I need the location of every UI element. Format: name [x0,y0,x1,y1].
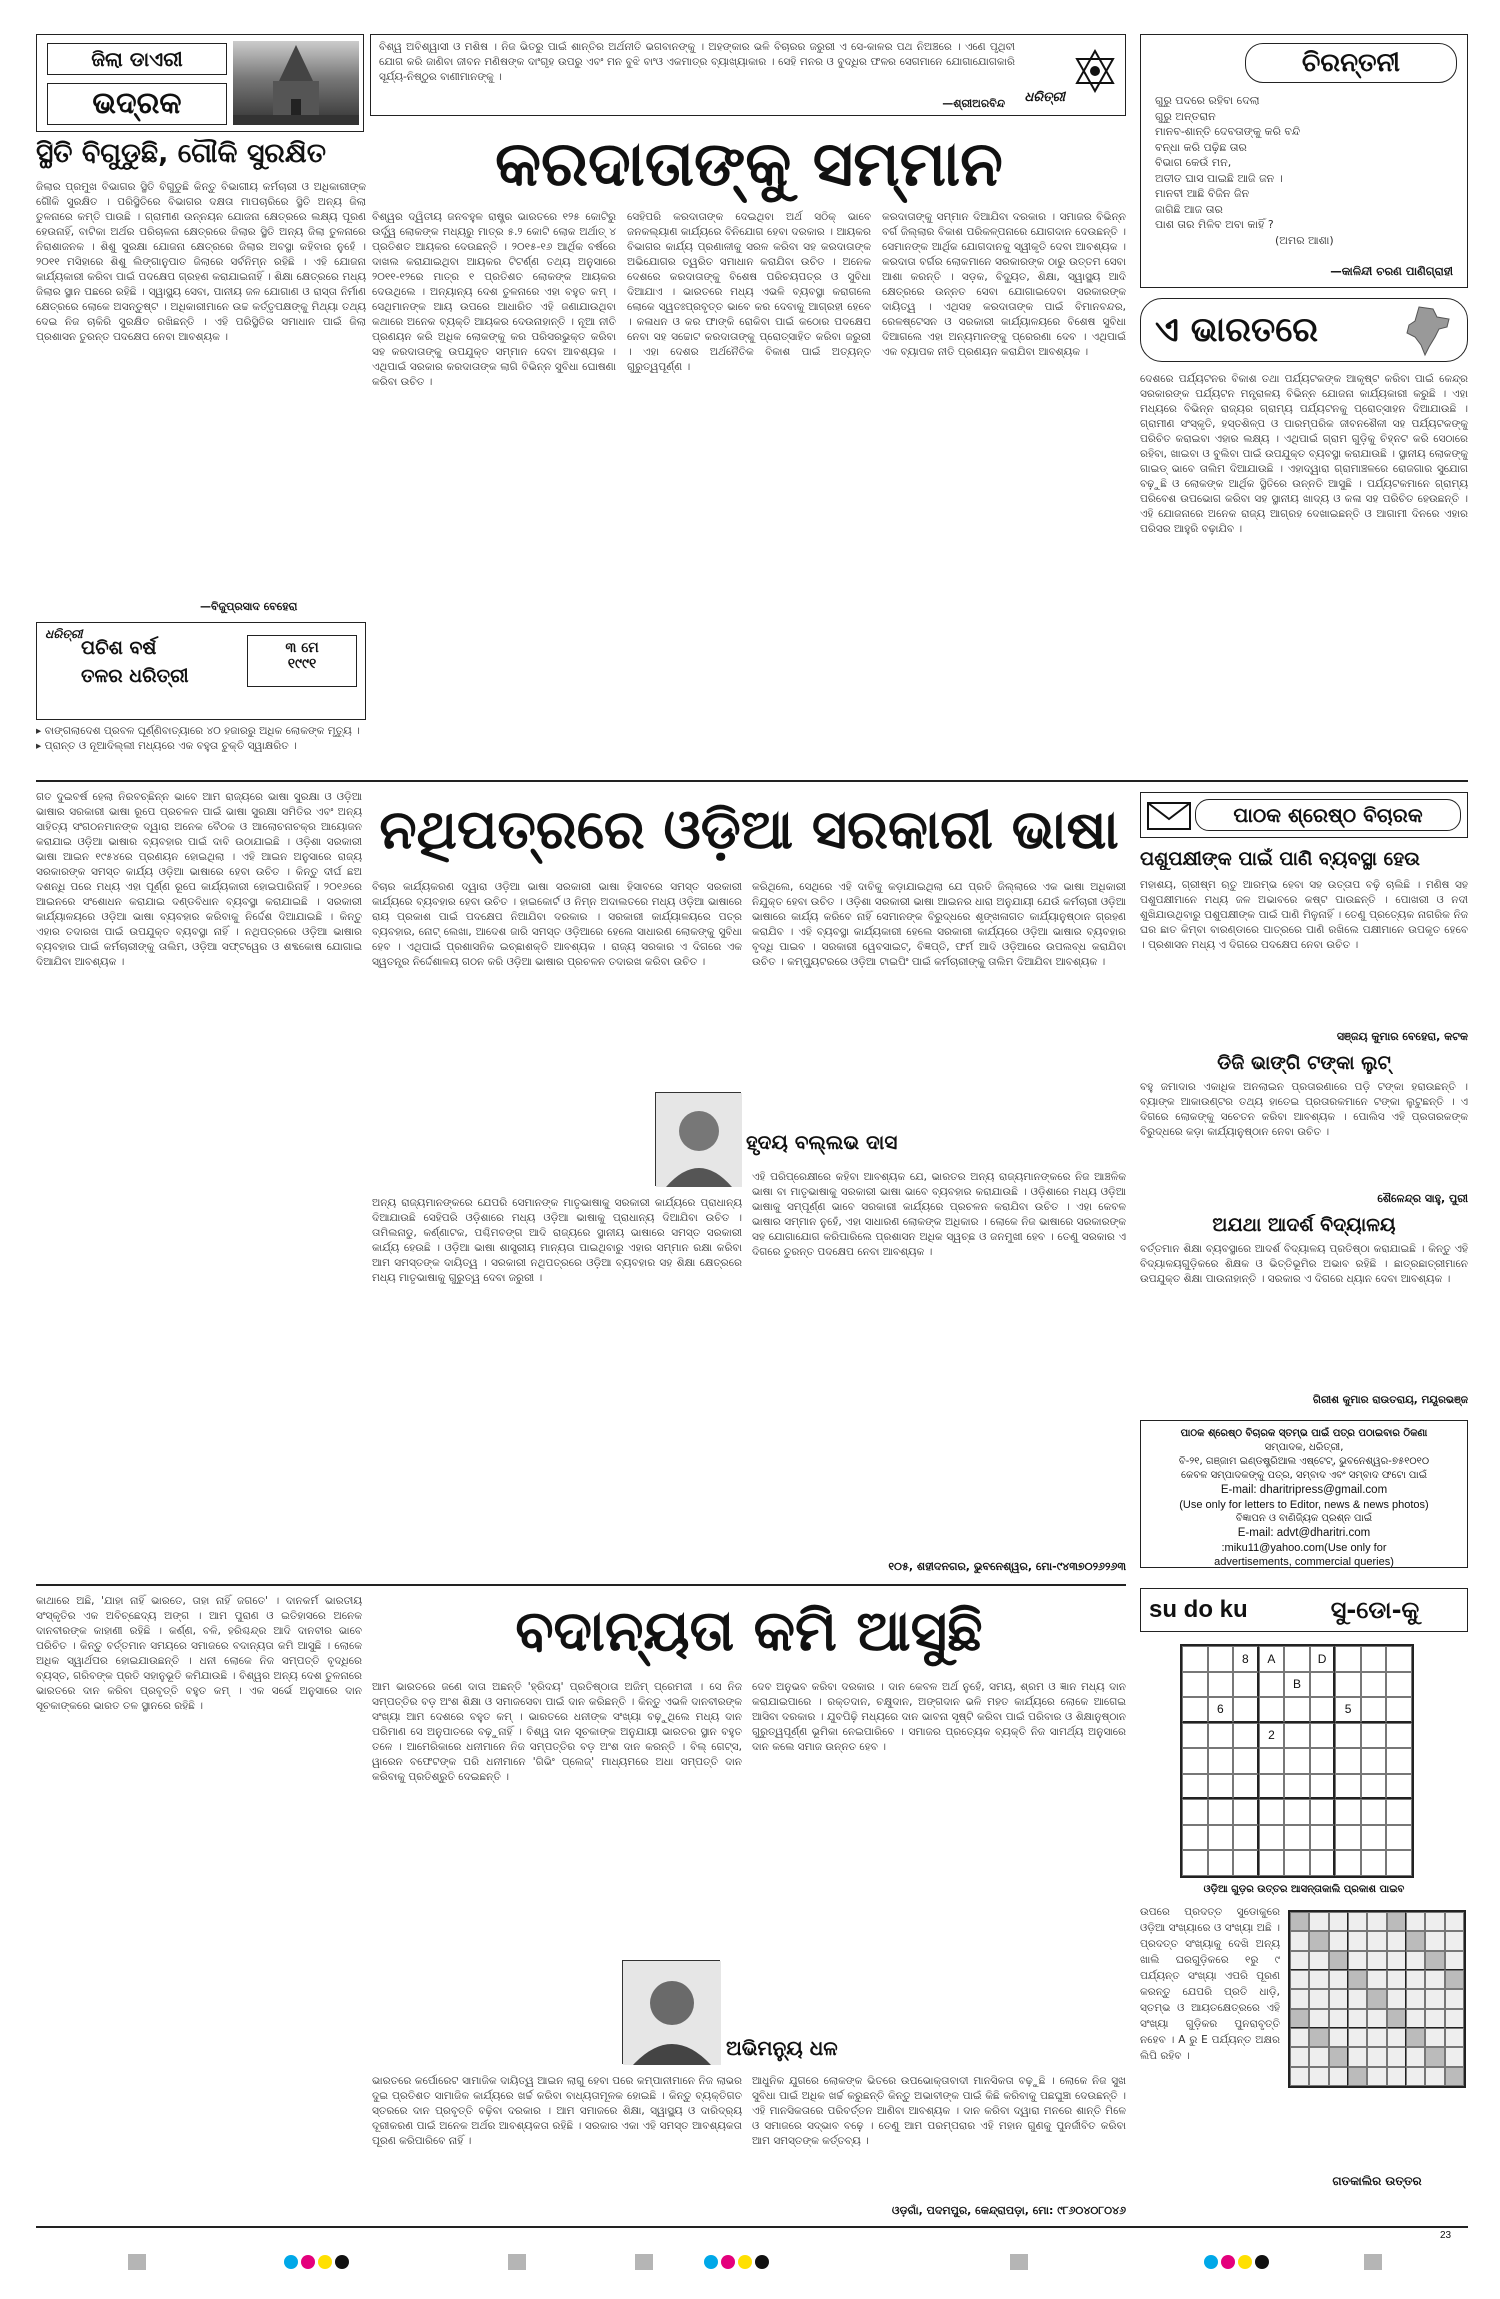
contact-email-3[interactable]: :miku11@yahoo.com(Use only for [1221,1542,1387,1554]
contact-ad-note: ବିଜ୍ଞାପନ ଓ ବାଣିଜ୍ୟିକ ପ୍ରଶ୍ନ ପାଇଁ [1235,1513,1373,1524]
answer-cell [1406,1912,1425,1931]
letter1-title: ପଶୁପକ୍ଷୀଙ୍କ ପାଇଁ ପାଣି ବ୍ୟବସ୍ଥା ହେଉ [1140,848,1420,870]
sudoku-cell[interactable] [1310,1825,1336,1851]
headline3-mid-col-b: ଭାରତରେ କର୍ପୋରେଟ ସାମାଜିକ ଦାୟିତ୍ୱ ଆଇନ ଲାଗୁ ହେବା ପରେ କମ୍ପାନୀମାନେ ନିଜ ଲାଭର ଦୁଇ ପ୍ରତିଶତ ସାମାଜିକ କାର୍ଯ୍ୟରେ ଖର୍ଚ୍ଚ କରିବା ବାଧ୍ୟତାମୂଳକ ହୋଇଛି । କିନ୍ତୁ ବ୍ୟକ୍ତିଗତ ସ୍ତରରେ ଦାନ ପ୍ରବୃତ୍ତି ବଢ଼ିବା ଦରକାର । ଆମ ସମାଜରେ ଶିକ୍ଷା, ସ୍ୱାସ୍ଥ୍ୟ ଓ ଦାରିଦ୍ର୍ୟ ଦୂରୀକରଣ ପାଇଁ ଅନେକ ଅର୍ଥର ଆବଶ୍ୟକତା ରହିଛି । ସରକାର ଏକା ଏହି ସମସ୍ତ ଆବଶ୍ୟକତା ପୂରଣ କରିପାରିବେ ନାହିଁ । [372,2075,742,2147]
answer-cell [1406,2067,1425,2086]
magenta-dot [301,2255,315,2269]
letter1-text: ମହାଶୟ, ଗ୍ରୀଷ୍ମ ଋତୁ ଆରମ୍ଭ ହେବା ସହ ଉତ୍ତାପ ବଢ଼ି ଚାଲିଛି । ମଣିଷ ସହ ପଶୁପକ୍ଷୀମାନେ ମଧ୍ୟ ଜଳ ଅଭାବରେ କଷ୍ଟ ପାଉଛନ୍ତି । ପୋଖରୀ ଓ ନଦୀ ଶୁଖିଯାଉଥିବାରୁ ପଶୁପକ୍ଷୀଙ୍କ ପାଇଁ ପାଣି ମିଳୁନାହିଁ । ତେଣୁ ପ୍ରତ୍ୟେକ ନାଗରିକ ନିଜ ଘର ଛାତ କିମ୍ବା ବାରଣ୍ଡାରେ ପାତ୍ରରେ ପାଣି ରଖିଲେ ପକ୍ଷୀମାନେ ଉପକୃତ ହେବେ । ପ୍ରଶାସନ ମଧ୍ୟ ଏ ଦିଗରେ ପଦକ୍ଷେପ ନେବା ଉଚିତ । [1140,879,1468,951]
section-divider-1 [36,780,1468,782]
temple-photo [233,41,359,125]
sudoku-cell[interactable] [1208,1850,1234,1876]
poem-line: (ଅମର ଆଶା) [1275,233,1334,247]
archive-tag: ଧରିତ୍ରୀ [45,627,83,641]
sudoku-cell[interactable] [1361,1646,1387,1672]
sudoku-note: ଓଡ଼ିଆ ଗୁଡ଼ର ଉତ୍ତର ଆସନ୍ତାକାଲି ପ୍ରକାଶ ପାଇବ [1203,1884,1405,1895]
cmyk-mark [284,2254,352,2273]
answer-cell [1387,2028,1406,2047]
answer-cell [1425,2067,1444,2086]
author-name-dhal: ଅଭିମନ୍ୟୁ ଧଳ [726,2036,838,2060]
sudoku-cell[interactable] [1233,1672,1259,1698]
chirantani-poem [1155,93,1455,248]
grey-mark [508,2254,526,2270]
star-emblem-icon [1073,49,1117,93]
answer-cell [1406,1989,1425,2008]
letters-header [1140,792,1468,838]
headline-odia-language: ନଥିପତ୍ରରେ ଓଡ଼ିଆ ସରକାରୀ ଭାଷା [379,798,1119,861]
district-name: ଭଦ୍ରକ [47,83,227,125]
grey-mark [128,2254,146,2270]
answer-cell [1387,1989,1406,2008]
author-address-dhal: ଓଡ଼ଗାଁ, ପଦମପୁର, କେନ୍ଦ୍ରାପଡ଼ା, ମୋ: ୯୮୬୦୪୦୮୦୪୬ [891,2204,1126,2217]
answer-cell [1348,1931,1367,1950]
answer-cell [1309,2028,1328,2047]
sudoku-cell[interactable] [1386,1850,1412,1876]
sudoku-cell[interactable]: B [1284,1672,1310,1698]
answer-cell [1445,1989,1464,2008]
sudoku-cell[interactable] [1386,1646,1412,1672]
answer-cell [1329,1951,1348,1970]
letter2-text: ବହୁ ଜମାଦାର ଏକାଧିକ ଅନଲାଇନ ପ୍ରତାରଣାରେ ପଡ଼ି ଟଙ୍କା ହରାଉଛନ୍ତି । ବ୍ୟାଙ୍କ ଆକାଉଣ୍ଟର ତଥ୍ୟ ହାତେଇ ପ୍ରତାରକମାନେ ଟଙ୍କା ଲୁଟୁଛନ୍ତି । ଏ ଦିଗରେ ଲୋକଙ୍କୁ ସଚେତନ କରିବା ଆବଶ୍ୟକ । ପୋଲିସ ଏହି ପ୍ରତାରକଙ୍କ ବିରୁଦ୍ଧରେ କଡ଼ା କାର୍ଯ୍ୟାନୁଷ୍ଠାନ ନେବା ଉଚିତ । [1140,1081,1468,1138]
sudoku-cell[interactable] [1182,1825,1208,1851]
cyan-dot [1204,2255,1218,2269]
sudoku-cell[interactable] [1182,1723,1208,1749]
sudoku-cell[interactable] [1182,1646,1208,1672]
headline3-mid-col-a: ଆମ ଭାରତରେ ଜଣେ ଦାତା ଅଛନ୍ତି 'ହ୍ରିଦୟ' ପ୍ରତିଷ୍ଠାତା ଅଜିମ୍ ପ୍ରେମଜୀ । ସେ ନିଜ ସମ୍ପତ୍ତିର ବଡ଼ ଅଂଶ ଶିକ୍ଷା ଓ ସମାଜସେବା ପାଇଁ ଦାନ କରିଛନ୍ତି । କିନ୍ତୁ ଏଭଳି ଦାନବୀରଙ୍କ ସଂଖ୍ୟା ଆମ ଦେଶରେ ବହୁତ କମ୍ । ଭାରତରେ ଧନୀଙ୍କ ସଂଖ୍ୟା ବଢ଼ୁଥିଲେ ମଧ୍ୟ ଦାନ ପରିମାଣ ସେ ଅନୁପାତରେ ବଢ଼ୁନାହିଁ । ବିଶ୍ୱ ଦାନ ସୂଚକାଙ୍କ ଅନୁଯାୟୀ ଭାରତର ସ୍ଥାନ ବହୁତ ତଳେ । ଆମେରିକାରେ ଧନୀମାନେ ନିଜ ସମ୍ପତ୍ତିର ବଡ଼ ଅଂଶ ଦାନ କରନ୍ତି । ବିଲ୍ ଗେଟ୍ସ, ୱାରେନ ବଫେଟଙ୍କ ପରି ଧନୀମାନେ 'ଗିଭିଂ ପ୍ଲେଜ୍' ମାଧ୍ୟମରେ ଅଧା ସମ୍ପତ୍ତି ଦାନ କରିବାକୁ ପ୍ରତିଶ୍ରୁତି ଦେଇଛନ୍ତି । [372,1681,742,1783]
black-dot [335,2255,349,2269]
answer-cell [1367,1951,1386,1970]
quote-author: —ଶ୍ରୀଅରବିନ୍ଦ [936,97,1005,111]
answer-cell [1445,2009,1464,2028]
archive-date-2: ୧୯୯୧ [287,656,317,672]
answer-cell [1425,1912,1444,1931]
answer-cell [1445,1951,1464,1970]
ebharat-text: ଦେଶରେ ପର୍ଯ୍ୟଟନର ବିକାଶ ତଥା ପର୍ଯ୍ୟଟକଙ୍କ ଆକୃଷ୍ଟ କରିବା ପାଇଁ କେନ୍ଦ୍ର ସରକାରଙ୍କ ପର୍ଯ୍ୟଟନ ମନ୍ତ୍ରାଳୟ ବିଭିନ୍ନ ଯୋଜନା କାର୍ଯ୍ୟକାରୀ କରୁଛି । ଏହା ମଧ୍ୟରେ ବିଭିନ୍ନ ରାଜ୍ୟର ଗ୍ରାମ୍ୟ ପର୍ଯ୍ୟଟନକୁ ପ୍ରୋତ୍ସାହନ ଦିଆଯାଉଛି । ଗ୍ରାମୀଣ ସଂସ୍କୃତି, ହସ୍ତଶିଳ୍ପ ଓ ପାରମ୍ପରିକ ଜୀବନଶୈଳୀ ସହ ପର୍ଯ୍ୟଟକଙ୍କୁ ପରିଚିତ କରାଇବା ଏହାର ଲକ୍ଷ୍ୟ । ଏଥିପାଇଁ ଗ୍ରାମ ଗୁଡ଼ିକୁ ଚିହ୍ନଟ କରି ସେଠାରେ ରହିବା, ଖାଇବା ଓ ବୁଲିବା ପାଇଁ ଉପଯୁକ୍ତ ବ୍ୟବସ୍ଥା କରାଯାଉଛି । ସ୍ଥାନୀୟ ଲୋକଙ୍କୁ ଗାଇଡ୍ ଭାବେ ତାଲିମ ଦିଆଯାଉଛି । ଏହାଦ୍ୱାରା ଗ୍ରାମାଞ୍ଚଳରେ ରୋଜଗାର ସୁଯୋଗ ବଢ଼ୁଛି ଓ ଲୋକଙ୍କ ଆର୍ଥିକ ସ୍ଥିତିରେ ଉନ୍ନତି ଆସୁଛି । ପର୍ଯ୍ୟଟକମାନେ ଗ୍ରାମ୍ୟ ପରିବେଶ ଉପଭୋଗ କରିବା ସହ ସ୍ଥାନୀୟ ଖାଦ୍ୟ ଓ କଳା ସହ ପରିଚିତ ହେଉଛନ୍ତି । ଏହି ଯୋଜନାରେ ଅନେକ ରାଜ୍ୟ ଆଗ୍ରହ ଦେଖାଇଛନ୍ତି ଓ ଆଗାମୀ ଦିନରେ ଏହାର ପରିସର ଆହୁରି ବଢ଼ାଯିବ । [1140,373,1468,535]
sudoku-cell[interactable] [1335,1723,1361,1749]
answer-cell [1367,1912,1386,1931]
author-photo-das [655,1092,741,1186]
district-label: ଜିଲା ଡାଏରୀ [47,43,227,75]
answer-cell [1348,1912,1367,1931]
letter2-title: ଡିଜି ଭାଙ୍ଗି ଟଙ୍କା ଲୁଟ୍ [1217,1052,1391,1074]
sudoku-grid[interactable] [1180,1644,1414,1878]
answer-cell [1445,1970,1464,1989]
sudoku-cell[interactable] [1259,1799,1285,1825]
answer-cell [1387,2047,1406,2066]
page-number: 23 [1440,2230,1452,2241]
headline3-right-col-a: ଦେବ ଅନୁଭବ କରିବା ଦରକାର । ଦାନ କେବଳ ଅର୍ଥ ନୁହେଁ, ସମୟ, ଶ୍ରମ ଓ ଜ୍ଞାନ ମଧ୍ୟ ଦାନ କରାଯାଇପାରେ । ରକ୍ତଦାନ, ଚକ୍ଷୁଦାନ, ଅଙ୍ଗଦାନ ଭଳି ମହତ କାର୍ଯ୍ୟରେ ଲୋକେ ଆଗେଇ ଆସିବା ଦରକାର । ଯୁବପିଢ଼ି ମଧ୍ୟରେ ଦାନ ଭାବନା ସୃଷ୍ଟି କରିବା ପାଇଁ ପରିବାର ଓ ଶିକ୍ଷାନୁଷ୍ଠାନ ଗୁରୁତ୍ୱପୂର୍ଣ୍ଣ ଭୂମିକା ନେଇପାରିବେ । ସମାଜର ପ୍ରତ୍ୟେକ ବ୍ୟକ୍ତି ନିଜ ସାମର୍ଥ୍ୟ ଅନୁସାରେ ଦାନ କଲେ ସମାଜ ଉନ୍ନତ ହେବ । [752,1681,1126,1753]
story-text-left: ଜିଲାର ପ୍ରମୁଖ ବିଭାଗର ସ୍ଥିତି ବିଗୁଡୁଛି କିନ୍ତୁ ବିଭାଗୀୟ କର୍ମଚାରୀ ଓ ଅଧିକାରୀଙ୍କ ଗୌକି ସୁରକ୍ଷିତ । ପରିସ୍ଥିତିରେ ବିଭାଗର ଦକ୍ଷତା ମାପଚାରିରେ ସ୍ଥିତି ଅନ୍ୟ ଜିଲା ତୁଳନାରେ କମ୍‌ତି ପାଉଛି । ଗ୍ରାମୀଣ ଉନ୍ନୟନ ଯୋଜନା କ୍ଷେତ୍ରରେ ଲକ୍ଷ୍ୟ ପୂରଣ ହେଉନାହିଁ, ବାଟିକା ଅର୍ଥର ପରିଚାଳନା କ୍ଷେତ୍ରରେ ଜିଲାର ସ୍ଥିତି ଅନ୍ୟ ଜିଲା ତୁଳନାରେ ନିରାଶାଜନକ । ଶିଶୁ ସୁରକ୍ଷା ଯୋଜନା କ୍ଷେତ୍ରରେ ଜିଲାର ଅବସ୍ଥା କହିବାର ନୁହେଁ । ୨୦୧୧ ମସିହାରେ ଶିଶୁ ଲିଙ୍ଗାନୁପାତ ଜିଲାରେ ସର୍ବନିମ୍ନ ରହିଛି । ଏହି ଯୋଜନା କାର୍ଯ୍ୟକାରୀ କରିବା ପାଇଁ ପଦକ୍ଷେପ ଗ୍ରହଣ କରାଯାଇନାହିଁ । ଶିକ୍ଷା କ୍ଷେତ୍ରରେ ମଧ୍ୟ ଜିଲାର ସ୍ଥାନ ପଛରେ ରହିଛି । ସ୍ୱାସ୍ଥ୍ୟ ସେବା, ପାନୀୟ ଜଳ ଯୋଗାଣ ଓ ରାସ୍ତା ନିର୍ମାଣ କ୍ଷେତ୍ରରେ ଲୋକେ ଅସନ୍ତୁଷ୍ଟ । ଅଧିକାରୀମାନେ ଉଚ୍ଚ କର୍ତ୍ତୃପକ୍ଷଙ୍କୁ ମିଥ୍ୟା ତଥ୍ୟ ଦେଇ ନିଜ ଚାକିରି ସୁରକ୍ଷିତ ରଖିଛନ୍ତି । ଏହି ପରିସ୍ଥିତିର ସମାଧାନ ପାଇଁ ଜିଲା ପ୍ରଶାସନ ତୁରନ୍ତ ପଦକ୍ଷେପ ନେବା ଆବଶ୍ୟକ । [36,181,366,343]
footer-rule [36,2226,1468,2228]
answer-cell [1367,2028,1386,2047]
archive-title-2: ତଳର ଧରିତ୍ରୀ [81,665,189,687]
poem-line: ଜାଗିଛି ଆଜ ତାର [1155,202,1223,216]
chirantani-box [1140,34,1468,288]
sudoku-cell[interactable] [1259,1697,1285,1723]
sudoku-cell[interactable] [1386,1723,1412,1749]
contact-note: କେବଳ ସମ୍ପାଦକଙ୍କୁ ପତ୍ର, ସମ୍ବାଦ ଏବଂ ସମ୍ବାଦ ଫଟୋ ପାଇଁ [1180,1470,1428,1481]
answer-cell [1309,1931,1328,1950]
sudoku-cell[interactable] [1386,1748,1412,1774]
sudoku-cell[interactable] [1208,1723,1234,1749]
headline1-col3: କରଦାତାଙ୍କୁ ସମ୍ମାନ ଦିଆଯିବା ଦରକାର । ସମାଜର ବିଭିନ୍ନ ବର୍ଗ ଜିଲ୍ଲାର ବିକାଶ ପରିକଳ୍ପନାରେ ଯୋଗଦାନ ଦେଉଛନ୍ତି । ସେମାନଙ୍କ ଆର୍ଥିକ ଯୋଗଦାନକୁ ସ୍ୱୀକୃତି ଦେବା ଆବଶ୍ୟକ । କରଦାତା ବର୍ଗର ଲୋକମାନେ ସରକାରଙ୍କ ଠାରୁ ଉତ୍ତମ ସେବା ଆଶା କରନ୍ତି । ସଡ଼କ, ବିଦ୍ୟୁତ, ଶିକ୍ଷା, ସ୍ୱାସ୍ଥ୍ୟ ଆଦି କ୍ଷେତ୍ରରେ ଉନ୍ନତ ସେବା ଯୋଗାଇଦେବା ସରକାରଙ୍କ ଦାୟିତ୍ୱ । ଏଥିସହ କରଦାତାଙ୍କ ପାଇଁ ବିମାନବନ୍ଦର, ରେଳଷ୍ଟେସନ ଓ ସରକାରୀ କାର୍ଯ୍ୟାଳୟରେ ବିଶେଷ ସୁବିଧା ଦିଆଗଲେ ଏହା ଅନ୍ୟମାନଙ୍କୁ ପ୍ରେରଣା ଦେବ । ଏଥିପାଇଁ ଏକ ବ୍ୟାପକ ନୀତି ପ୍ରଣୟନ କରାଯିବା ଆବଶ୍ୟକ । [882,211,1126,358]
sudoku-cell[interactable] [1361,1748,1387,1774]
archive-item-text: ବାଙ୍ଗଲାଦେଶ ପ୍ରବଳ ଘୂର୍ଣ୍ଣିବାତ୍ୟାରେ ୪୦ ହଜାରରୁ ଅଧିକ ଲୋକଙ୍କ ମୃତ୍ୟୁ । [44,725,360,737]
headline2-right-col-b: ଏହି ପରିପ୍ରେକ୍ଷୀରେ କହିବା ଆବଶ୍ୟକ ଯେ, ଭାରତର ଅନ୍ୟ ରାଜ୍ୟମାନଙ୍କରେ ନିଜ ଆଞ୍ଚଳିକ ଭାଷା ବା ମାତୃଭାଷାକୁ ସରକାରୀ ଭାଷା ଭାବେ ବ୍ୟବହାର କରାଯାଉଛି । ଓଡ଼ିଶାରେ ମଧ୍ୟ ଓଡ଼ିଆ ଭାଷାକୁ ସମ୍ପୂର୍ଣ୍ଣ ଭାବେ ସରକାରୀ କାର୍ଯ୍ୟରେ ପ୍ରଚଳନ କରାଯିବା ଉଚିତ । ଏହା କେବଳ ଭାଷାର ସମ୍ମାନ ନୁହେଁ, ଏହା ସାଧାରଣ ଲୋକଙ୍କ ଅଧିକାର । ଲୋକେ ନିଜ ଭାଷାରେ ସରକାରଙ୍କ ସହ ଯୋଗାଯୋଗ କରିପାରିଲେ ପ୍ରଶାସନ ଅଧିକ ସ୍ୱଚ୍ଛ ଓ ଜନମୁଖୀ ହେବ । ତେଣୁ ସରକାର ଏ ଦିଗରେ ତୁରନ୍ତ ପଦକ୍ଷେପ ନେବା ଆବଶ୍ୟକ । [752,1171,1126,1258]
poem-line: ମାନବ-ଶାନ୍ତି ଦେବତାଙ୍କୁ କରି ବନ୍ଦି [1155,125,1301,138]
contact-address: ବି-୨୧, ଗଞ୍ଜାମ ଇଣ୍ଡଷ୍ଟ୍ରିଆଲ ଏଷ୍ଟେଟ୍, ଭୁବନେଶ୍ୱର-୭୫୧୦୧୦ [1178,1456,1430,1467]
headline1-col1: ବିଶ୍ୱର ଦ୍ୱିତୀୟ ଜନବହୁଳ ରାଷ୍ଟ୍ର ଭାରତରେ ୧୨୫ କୋଟିରୁ ଉର୍ଦ୍ଧ୍ୱ ଲୋକଙ୍କ ମଧ୍ୟରୁ ମାତ୍ର ୫.୨ କୋଟି ଲୋକ ଅର୍ଥାତ୍ ୪ ପ୍ରତିଶତ ଆୟକର ଦେଉଛନ୍ତି । ୨୦୧୫-୧୬ ଆର୍ଥିକ ବର୍ଷରେ ଦାଖଲ କରାଯାଇଥିବା ଆୟକର ଟିଟର୍ଣ୍ଣ ତଥ୍ୟ ଅନୁସାରେ ୨୦୧୧-୧୨ରେ ମାତ୍ର ୧ ପ୍ରତିଶତ ଲୋକଙ୍କ ଆୟକର ଦେଉଥିଲେ । ଅନ୍ୟାନ୍ୟ ଦେଶ ତୁଳନାରେ ଏହା ବହୁତ କମ୍ । ସେଥିମାନଙ୍କ ଆୟ ଉପରେ ଆଧାରିତ ଏହି ଜଣାଯାଉଥିବା କଥାରେ ଅନେକ ବ୍ୟକ୍ତି ଆୟକର ଦେଉନାହାନ୍ତି । ନୂଆ ନୀତି ପ୍ରଣୟନ କରି ଅଧିକ ଲୋକଙ୍କୁ କର ପରିସରଭୁକ୍ତ କରିବା ସହ କରଦାତାଙ୍କୁ ଉପଯୁକ୍ତ ସମ୍ମାନ ଦେବା ଆବଶ୍ୟକ । ଏଥିପାଇଁ ସରକାର କରଦାତାଙ୍କ ଲାଗି ବିଭିନ୍ନ ସୁବିଧା ଘୋଷଣା କରିବା ଉଚିତ । [372,211,616,388]
poem-line: ଗୁରୁ ପଦରେ ରହିବା ଦେଲା [1155,94,1260,107]
answer-cell [1445,2067,1464,2086]
headline2-right-col-a: କରିଥିଲେ, ସେଥିରେ ଏହି ଦାବିକୁ କଡ଼ାଯାଇଥିଲା ଯେ ପ୍ରତି ଜିଲ୍ଲାରେ ଏକ ଭାଷା ଅଧିକାରୀ ନିଯୁକ୍ତ ହେବା ଉଚିତ । ଓଡ଼ିଶା ସରକାରୀ ଭାଷା ଆଇନର ଧାରା ଅନୁଯାୟୀ ଯେଉଁ କର୍ମଚାରୀ ଓଡ଼ିଆ ଭାଷାରେ କାର୍ଯ୍ୟ କରିବେ ନାହିଁ ସେମାନଙ୍କ ବିରୁଦ୍ଧରେ ଶୃଙ୍ଖଳାଗତ କାର୍ଯ୍ୟାନୁଷ୍ଠାନ ଗ୍ରହଣ କରାଯିବ । ଏହି ବ୍ୟବସ୍ଥା କାର୍ଯ୍ୟକାରୀ ହେଲେ ସରକାରୀ କାର୍ଯ୍ୟରେ ଓଡ଼ିଆ ଭାଷାର ବ୍ୟବହାର ବୃଦ୍ଧି ପାଇବ । ସରକାରୀ ୱେବସାଇଟ୍, ବିଜ୍ଞପ୍ତି, ଫର୍ମ ଆଦି ଓଡ଼ିଆରେ ଉପଲବ୍ଧ କରାଯିବା ଉଚିତ । କମ୍ପ୍ୟୁଟରରେ ଓଡ଼ିଆ ଟାଇପିଂ ପାଇଁ କର୍ମଚାରୀଙ୍କୁ ତାଲିମ ଦିଆଯିବା ଆବଶ୍ୟକ । [752,881,1126,968]
ebharat-title: ଏ ଭାରତରେ [1155,310,1319,350]
sudoku-cell[interactable] [1182,1672,1208,1698]
poem-line: ଅତୀତ ଘାସ ପାଇଛି ଆଜି ଜନ । [1155,171,1283,185]
answer-cell [1290,1951,1309,1970]
sudoku-cell[interactable] [1208,1672,1234,1698]
sudoku-cell[interactable] [1259,1774,1285,1800]
sudoku-cell[interactable] [1310,1748,1336,1774]
answer-cell [1445,2047,1464,2066]
headline3-right-col-b: ଆଧୁନିକ ଯୁଗରେ ଲୋକଙ୍କ ଭିତରେ ଉପଭୋକ୍ତାବାଦୀ ମାନସିକତା ବଢ଼ୁଛି । ଲୋକେ ନିଜ ସୁଖ ସୁବିଧା ପାଇଁ ଅଧିକ ଖର୍ଚ୍ଚ କରୁଛନ୍ତି କିନ୍ତୁ ଅଭାବୀଙ୍କ ପାଇଁ କିଛି କରିବାକୁ ପଛଘୁଞ୍ଚା ଦେଉଛନ୍ତି । ଏହି ମାନସିକତାରେ ପରିବର୍ତ୍ତନ ଆଣିବା ଆବଶ୍ୟକ । ଦାନ କରିବା ଦ୍ୱାରା ମନରେ ଶାନ୍ତି ମିଳେ ଓ ସମାଜରେ ସଦ୍ଭାବ ବଢ଼େ । ତେଣୁ ଆମ ପରମ୍ପରାର ଏହି ମହାନ ଗୁଣକୁ ପୁନର୍ଜୀବିତ କରିବା ଆମ ସମସ୍ତଙ୍କ କର୍ତ୍ତବ୍ୟ । [752,2075,1126,2147]
poem-line: ମାନବୀ ଆଛି ବିଜିନ ଜିନ [1155,187,1250,200]
answer-cell [1406,2028,1425,2047]
answer-cell [1290,2047,1309,2066]
answer-cell [1367,1931,1386,1950]
answer-cell [1425,2028,1444,2047]
yellow-dot [1238,2255,1252,2269]
answer-cell [1367,2009,1386,2028]
sudoku-cell[interactable] [1233,1697,1259,1723]
india-map-icon [1399,303,1455,359]
sudoku-cell[interactable] [1284,1646,1310,1672]
answer-cell [1445,1912,1464,1931]
answer-cell [1406,1951,1425,1970]
poem-line: ପାଶ ତାର ମିଳିବ ଅବା କାହିଁ ? [1155,218,1274,231]
answer-cell [1348,2067,1367,2086]
sudoku-cell[interactable] [1386,1825,1412,1851]
sudoku-cell[interactable] [1361,1672,1387,1698]
contact-email-1-note: (Use only for letters to Editor, news & news photos) [1179,1499,1429,1511]
sudoku-cell[interactable] [1284,1723,1310,1749]
archive-title-1: ପଚିଶ ବର୍ଷ [81,637,157,659]
answer-cell [1425,1989,1444,2008]
sudoku-cell[interactable]: D [1310,1646,1336,1672]
poem-line: ଗୁରୁ ଅନ୍ତରାନ [1155,109,1216,123]
sudoku-instructions: ଉପରେ ପ୍ରଦତ୍ତ ସୁଡୋକୁରେ ଓଡ଼ିଆ ସଂଖ୍ୟାରେ ଓ ସଂଖ୍ୟା ଅଛି । ପ୍ରଦତ୍ତ ସଂଖ୍ୟାକୁ ଦେଖି ଅନ୍ୟ ଖାଲି ଘରଗୁଡ଼ିକରେ ୧ରୁ ୯ ପର୍ଯ୍ୟନ୍ତ ସଂଖ୍ୟା ଏପରି ପୂରଣ କରନ୍ତୁ ଯେପରି ପ୍ରତି ଧାଡ଼ି, ସ୍ତମ୍ଭ ଓ ଆୟତକ୍ଷେତ୍ରରେ ଏହି ସଂଖ୍ୟା ଗୁଡ଼ିକର ପୁନରାବୃତ୍ତି ନହେବ । A ରୁ E ପର୍ଯ୍ୟନ୍ତ ଅକ୍ଷର ଲିପି ରହିବ । [1140,1906,1280,2062]
author-address-das: ୧୦୫, ଶହୀଦନଗର, ଭୁବନେଶ୍ୱର, ମୋ-୯୪୩୭୦୨୬୨୬୩ [888,1560,1126,1573]
sudoku-header [1140,1588,1468,1632]
sudoku-cell[interactable] [1208,1774,1234,1800]
cyan-dot [704,2255,718,2269]
sudoku-cell[interactable] [1233,1799,1259,1825]
contact-box [1140,1420,1468,1568]
cyan-dot [284,2255,298,2269]
archive-date-1: ୩ ମେ [285,640,319,656]
section-divider-2 [36,1584,1126,1586]
answer-cell [1406,1931,1425,1950]
sudoku-cell[interactable] [1310,1723,1336,1749]
headline3-left-col: କାଥାରେ ଅଛି, 'ଯାହା ନାହିଁ ଭାରତେ, ତାହା ନାହିଁ ଜଗତେ' । ଦାନକର୍ମ ଭାରତୀୟ ସଂସ୍କୃତିର ଏକ ଅବିଚ୍ଛେଦ୍ୟ ଅଙ୍ଗ । ଆମ ପୁରାଣ ଓ ଇତିହାସରେ ଅନେକ ଦାନବୀରଙ୍କ କାହାଣୀ ରହିଛି । କର୍ଣ୍ଣ, ବଳି, ହରିଶ୍ଚନ୍ଦ୍ର ଆଦି ଦାନବୀର ଭାବେ ପରିଚିତ । କିନ୍ତୁ ବର୍ତ୍ତମାନ ସମୟରେ ସମାଜରେ ବଦାନ୍ୟତା କମି ଆସୁଛି । ଲୋକେ ଅଧିକ ସ୍ୱାର୍ଥପର ହୋଇଯାଉଛନ୍ତି । ଧନୀ ଲୋକେ ନିଜ ସମ୍ପତ୍ତି ବୃଦ୍ଧିରେ ବ୍ୟସ୍ତ, ଗରିବଙ୍କ ପ୍ରତି ସହାନୁଭୂତି କମିଯାଉଛି । ବିଶ୍ୱର ଅନ୍ୟ ଦେଶ ତୁଳନାରେ ଭାରତରେ ଦାନ କରିବା ପ୍ରବୃତ୍ତି ବହୁତ କମ୍ । ଏକ ସର୍ଭେ ଅନୁସାରେ ଦାନ ସୂଚକାଙ୍କରେ ଭାରତ ତଳ ସ୍ଥାନରେ ରହିଛି । [36,1595,362,1712]
sudoku-title-latin: su do ku [1149,1596,1248,1623]
answer-cell [1406,2009,1425,2028]
sudoku-cell[interactable] [1310,1774,1336,1800]
sudoku-cell[interactable]: 2 [1259,1723,1285,1749]
answer-cell [1348,1989,1367,2008]
black-dot [1255,2255,1269,2269]
sudoku-cell[interactable] [1233,1850,1259,1876]
headline-charity: ବଦାନ୍ୟତା କମି ଆସୁଛି [515,1599,983,1664]
answer-cell [1445,2028,1464,2047]
yellow-dot [738,2255,752,2269]
answer-cell [1309,1989,1328,2008]
quote-text: ବିଶ୍ୱ ଅବିଶ୍ୱାସୀ ଓ ମଶିଷ । ନିଜ ଭିତରୁ ପାଇଁ ଶାନ୍ତିର ଅର୍ଥନୀତି ଭଗବାନଙ୍କୁ । ଅହଙ୍କାର ଭଳି ବିଚାରର ଜରୁରୀ ଏ ସେ-କାଳର ପଥ ନିଅଞ୍ଚରେ । ଏଣେ ପୃଥିବୀ ଯୋଗ କରି ଜାଣିବା ଜୀବନ ମଣିଷଙ୍କ ଦାଂଗୃହ ଉପରୁ ଏବଂ ମନ ବୁଝି ବାଂଓ ଏକମାତ୍ର ବ୍ୟାଖ୍ୟାକାର । ସେହି ମନର ଓ ବୁଦ୍ଧିର ଫଳର ସେଗମାନେ ଯୋଗାଯୋଗକାରି ସୂର୍ଯ୍ୟ-ନିଷ୍ଠୁର ବାଣୀମାନଙ୍କୁ । [379,41,1015,83]
answer-cell [1425,1970,1444,1989]
contact-email-3-note: advertisements, commercial queries) [1214,1556,1394,1568]
answer-cell [1329,2067,1348,2086]
answer-cell [1348,2047,1367,2066]
answer-cell [1329,2028,1348,2047]
answer-cell [1290,1970,1309,1989]
sudoku-cell[interactable] [1335,1774,1361,1800]
sudoku-cell[interactable] [1233,1825,1259,1851]
answer-cell [1387,1951,1406,1970]
sudoku-cell[interactable] [1208,1646,1234,1672]
sudoku-cell[interactable] [1386,1799,1412,1825]
headline2-left-col: ଗତ ଦୁଇବର୍ଷ ହେଲା ନିରବଚ୍ଛିନ୍ନ ଭାବେ ଆମ ରାଜ୍ୟରେ ଭାଷା ସୁରକ୍ଷା ଓ ଓଡ଼ିଆ ଭାଷାର ସରକାରୀ ଭାଷା ରୂପେ ପ୍ରଚଳନ ପାଇଁ ଭାଷା ସୁରକ୍ଷା ସମିତିର ଏବଂ ଅନ୍ୟ ସାହିତ୍ୟ ସଂଗଠନମାନଙ୍କ ଦ୍ୱାରା ଅନେକ ବୈଠକ ଓ ଆଲୋଚନାଚକ୍ର ଆୟୋଜନ କରାଯାଇ ଓଡ଼ିଆ ଭାଷାର ବ୍ୟବହାର ପାଇଁ ଦାବି ଉଠାଯାଇଛି । ଓଡ଼ିଶା ସରକାରୀ ଭାଷା ଆଇନ ୧୯୫୪ରେ ପ୍ରଣୟନ ହୋଇଥିଲା । ଏହି ଆଇନ ଅନୁସାରେ ରାଜ୍ୟ ସରକାରଙ୍କ ସମସ୍ତ କାର୍ଯ୍ୟ ଓଡ଼ିଆ ଭାଷାରେ ହେବା ଉଚିତ । କିନ୍ତୁ ଦୀର୍ଘ ଛଅ ଦଶନ୍ଧି ପରେ ମଧ୍ୟ ଏହା ପୂର୍ଣ୍ଣ ରୂପେ କାର୍ଯ୍ୟକାରୀ ହୋଇପାରିନାହିଁ । ୨୦୧୬ରେ ଆଇନରେ ସଂଶୋଧନ କରାଯାଇ ଦଣ୍ଡବିଧାନ ବ୍ୟବସ୍ଥା କରାଯାଇଛି । ସରକାରୀ କାର୍ଯ୍ୟାଳୟରେ ଓଡ଼ିଆ ଭାଷା ବ୍ୟବହାର କରିବାକୁ ନିର୍ଦ୍ଦେଶ ଦିଆଯାଇଛି । କିନ୍ତୁ ଏହାର ତଦାରଖ ପାଇଁ ଉପଯୁକ୍ତ ବ୍ୟବସ୍ଥା ନାହିଁ । ନଥିପତ୍ରରେ ଓଡ଼ିଆ ଭାଷାର ବ୍ୟବହାର ପାଇଁ କର୍ମଚାରୀଙ୍କୁ ତାଲିମ, ଓଡ଼ିଆ ସଫ୍ଟୱେର ଓ ଶବ୍ଦକୋଷ ଯୋଗାଇ ଦିଆଯିବା ଆବଶ୍ୟକ । [36,791,362,968]
answer-cell [1406,2047,1425,2066]
answer-cell [1290,1931,1309,1950]
sudoku-cell[interactable] [1182,1850,1208,1876]
grey-mark [635,2254,653,2270]
archive-item: ▸ ପ୍ରାନ୍ତ ଓ ନୂଆଦିଲ୍ଲୀ ମଧ୍ୟରେ ଏକ ବହୁତା ଚୁକ୍ତି ସ୍ୱାକ୍ଷରିତ । [36,740,297,752]
sudoku-cell[interactable] [1335,1799,1361,1825]
letter3-text: ବର୍ତ୍ତମାନ ଶିକ୍ଷା ବ୍ୟବସ୍ଥାରେ ଆଦର୍ଶ ବିଦ୍ୟାଳୟ ପ୍ରତିଷ୍ଠା କରାଯାଇଛି । କିନ୍ତୁ ଏହି ବିଦ୍ୟାଳୟଗୁଡ଼ିକରେ ଶିକ୍ଷକ ଓ ଭିତ୍ତିଭୂମିର ଅଭାବ ରହିଛି । ଛାତ୍ରଛାତ୍ରୀମାନେ ଉପଯୁକ୍ତ ଶିକ୍ଷା ପାଉନାହାନ୍ତି । ସରକାର ଏ ଦିଗରେ ଧ୍ୟାନ ଦେବା ଆବଶ୍ୟକ । [1140,1243,1468,1285]
sudoku-cell[interactable] [1259,1672,1285,1698]
answer-cell [1406,1970,1425,1989]
chirantani-poet: —କାଳିନ୍ଦୀ ଚରଣ ପାଣିଗ୍ରାହୀ [1330,264,1453,278]
sudoku-cell[interactable]: 8 [1233,1646,1259,1672]
archive-item-text: ପ୍ରାନ୍ତ ଓ ନୂଆଦିଲ୍ଲୀ ମଧ୍ୟରେ ଏକ ବହୁତା ଚୁକ୍ତି ସ୍ୱାକ୍ଷରିତ । [44,740,297,752]
sudoku-cell[interactable] [1310,1850,1336,1876]
sudoku-cell[interactable] [1284,1748,1310,1774]
cmyk-mark [1204,2254,1272,2273]
sudoku-cell[interactable] [1361,1825,1387,1851]
headline2-mid-col-b: ଅନ୍ୟ ରାଜ୍ୟମାନଙ୍କରେ ଯେପରି ସେମାନଙ୍କ ମାତୃଭାଷାକୁ ସରକାରୀ କାର୍ଯ୍ୟରେ ପ୍ରାଧାନ୍ୟ ଦିଆଯାଉଛି ସେହିପରି ଓଡ଼ିଶାରେ ମଧ୍ୟ ଓଡ଼ିଆ ଭାଷାକୁ ପ୍ରାଧାନ୍ୟ ଦିଆଯିବା ଉଚିତ । ତାମିଲନାଡୁ, କର୍ଣ୍ଣାଟକ, ପଶ୍ଚିମବଙ୍ଗ ଆଦି ରାଜ୍ୟରେ ସ୍ଥାନୀୟ ଭାଷାରେ ସମସ୍ତ ସରକାରୀ କାର୍ଯ୍ୟ ହେଉଛି । ଓଡ଼ିଆ ଭାଷା ଶାସ୍ତ୍ରୀୟ ମାନ୍ୟତା ପାଇଥିବାରୁ ଏହାର ସମ୍ମାନ ରକ୍ଷା କରିବା ଆମ ସମସ୍ତଙ୍କ ଦାୟିତ୍ୱ । ସରକାରୀ ନଥିପତ୍ରରେ ଓଡ଼ିଆ ବ୍ୟବହାର ସହ ଶିକ୍ଷା କ୍ଷେତ୍ରରେ ମଧ୍ୟ ମାତୃଭାଷାକୁ ଗୁରୁତ୍ୱ ଦେବା ଜରୁରୀ । [372,1197,742,1284]
chirantani-title: ଚିରନ୍ତନୀ [1245,43,1457,83]
yellow-dot [318,2255,332,2269]
answer-cell [1329,1989,1348,2008]
answer-cell [1387,1970,1406,1989]
sudoku-cell[interactable] [1361,1774,1387,1800]
letter3-title: ଅଯଥା ଆଦର୍ଶ ବିଦ୍ୟାଳୟ [1212,1214,1396,1236]
answer-cell [1290,1989,1309,2008]
letter1-sign: ସଞ୍ଜୟ କୁମାର ବେହେରା, କଟକ [1336,1030,1468,1043]
answer-cell [1348,2028,1367,2047]
letter3-sign: ଗିରୀଶ କୁମାର ରାଉତରାୟ, ମୟୂରଭଞ୍ଜ [1312,1394,1468,1406]
quote-tag: ଧରିତ୍ରୀ [1024,90,1065,105]
answer-cell [1367,2047,1386,2066]
answer-cell [1445,1931,1464,1950]
black-dot [755,2255,769,2269]
answer-cell [1290,2028,1309,2047]
answer-cell [1309,1970,1328,1989]
sudoku-cell[interactable] [1361,1850,1387,1876]
print-marks [0,2250,1500,2280]
sudoku-cell[interactable]: A [1259,1646,1285,1672]
sudoku-cell[interactable] [1361,1799,1387,1825]
district-diary-box [36,34,364,132]
sudoku-cell[interactable] [1233,1748,1259,1774]
archive-date-box [247,635,357,687]
answer-cell [1329,2047,1348,2066]
author-name-das: ହୃଦୟ ବଲ୍ଲଭ ଦାସ [746,1130,898,1154]
sudoku-cell[interactable] [1284,1825,1310,1851]
sudoku-cell[interactable] [1386,1697,1412,1723]
answer-cell [1387,2009,1406,2028]
archive-list [36,724,366,770]
answer-cell [1309,1951,1328,1970]
answer-cell [1348,1951,1367,1970]
answer-cell [1425,1931,1444,1950]
cmyk-mark [704,2254,772,2273]
sudoku-cell[interactable] [1335,1825,1361,1851]
grey-mark [1010,2254,1028,2270]
poem-line: ବିଭାଗ କେଉଁ ମନ, [1155,156,1232,169]
archive-box [36,622,366,720]
headline-taxpayers: କରଦାତାଙ୍କୁ ସମ୍ମାନ [495,127,1003,200]
sudoku-cell[interactable] [1335,1850,1361,1876]
letter2-sign: ଶୈଳେନ୍ଦ୍ର ସାହୁ, ପୁରୀ [1377,1192,1468,1205]
story-title-left: ସ୍ଥିତି ବିଗୁଡୁଛି, ଗୌକି ସୁରକ୍ଷିତ [36,138,326,169]
answer-cell [1329,1931,1348,1950]
sudoku-cell[interactable] [1233,1774,1259,1800]
sudoku-cell[interactable] [1386,1672,1412,1698]
contact-email-1[interactable]: E-mail: dharitripress@gmail.com [1220,1484,1388,1496]
answer-cell [1387,1912,1406,1931]
sudoku-cell[interactable] [1182,1799,1208,1825]
answer-cell [1425,1951,1444,1970]
answer-cell [1309,2047,1328,2066]
sudoku-cell[interactable] [1208,1825,1234,1851]
answer-cell [1309,1912,1328,1931]
answer-cell [1367,2067,1386,2086]
sudoku-cell[interactable] [1335,1748,1361,1774]
grey-mark [1364,2254,1382,2270]
sudoku-answer-grid [1288,1910,1466,2088]
sudoku-cell[interactable] [1284,1774,1310,1800]
sudoku-cell[interactable] [1182,1774,1208,1800]
sudoku-cell[interactable] [1361,1723,1387,1749]
answer-cell [1367,1989,1386,2008]
sudoku-cell[interactable]: 6 [1208,1697,1234,1723]
sudoku-cell[interactable] [1233,1723,1259,1749]
poem-line: ବନ୍ଧା କରି ପଢ଼ିଛ ତାର [1155,140,1247,154]
answer-cell [1387,1931,1406,1950]
story-author-left: —ବିଜୁପ୍ରସାଦ ବେହେରା [200,600,298,613]
sudoku-cell[interactable] [1386,1774,1412,1800]
ebharat-header [1140,298,1468,362]
sudoku-cell[interactable]: 5 [1335,1697,1361,1723]
answer-cell [1425,2047,1444,2066]
answer-cell [1348,2009,1367,2028]
sudoku-cell[interactable] [1182,1748,1208,1774]
sudoku-cell[interactable] [1335,1672,1361,1698]
answer-cell [1387,2067,1406,2086]
answer-cell [1367,1970,1386,1989]
envelope-icon [1147,799,1191,831]
sudoku-answer-label: ଗତକାଲିର ଉତ୍ତର [1332,2174,1422,2188]
sudoku-cell[interactable] [1208,1799,1234,1825]
answer-cell [1290,2067,1309,2086]
sudoku-title-odia: ସୁ-ଡୋ-କୁ [1330,1596,1420,1624]
answer-cell [1348,1970,1367,1989]
sudoku-cell[interactable] [1259,1748,1285,1774]
sudoku-cell[interactable] [1284,1697,1310,1723]
headline2-mid-col-a: ବିଚାର କାର୍ଯ୍ୟକରଣ ଦ୍ୱାରା ଓଡ଼ିଆ ଭାଷା ସରକାରୀ ଭାଷା ହିସାବରେ ସମସ୍ତ ସରକାରୀ କାର୍ଯ୍ୟରେ ବ୍ୟବହାର ହେବା ଉଚିତ । ହାଇକୋର୍ଟ ଓ ନିମ୍ନ ଅଦାଲତରେ ମଧ୍ୟ ଓଡ଼ିଆ ଭାଷାରେ ରାୟ ପ୍ରକାଶ ପାଇଁ ପଦକ୍ଷେପ ନିଆଯିବା ଦରକାର । ସରକାରୀ କାର୍ଯ୍ୟାଳୟରେ ପତ୍ର ବ୍ୟବହାର, ନୋଟ୍ ଲେଖା, ଆଦେଶ ଜାରି ସମସ୍ତ ଓଡ଼ିଆରେ ହେଲେ ସାଧାରଣ ଲୋକଙ୍କୁ ସୁବିଧା ହେବ । ଏଥିପାଇଁ ପ୍ରଶାସନିକ ଇଚ୍ଛାଶକ୍ତି ଆବଶ୍ୟକ । ରାଜ୍ୟ ସରକାର ଏ ଦିଗରେ ଏକ ସ୍ୱତନ୍ତ୍ର ନିର୍ଦ୍ଦେଶାଳୟ ଗଠନ କରି ଓଡ଼ିଆ ଭାଷାର ପ୍ରଚଳନ ତଦାରଖ କରିବା ଉଚିତ । [372,881,742,968]
answer-cell [1290,1912,1309,1931]
sudoku-cell[interactable] [1259,1825,1285,1851]
answer-cell [1309,2009,1328,2028]
answer-cell [1329,1970,1348,1989]
sudoku-cell[interactable] [1310,1697,1336,1723]
answer-cell [1425,2009,1444,2028]
sudoku-cell[interactable] [1361,1697,1387,1723]
sudoku-cell[interactable] [1284,1799,1310,1825]
sudoku-cell[interactable] [1310,1672,1336,1698]
magenta-dot [1221,2255,1235,2269]
contact-org: ସମ୍ପାଦକ, ଧରିତ୍ରୀ, [1264,1442,1344,1453]
quote-box [370,34,1126,116]
contact-title: ପାଠକ ଶ୍ରେଷ୍ଠ ବିଚାରକ ସ୍ତମ୍ଭ ପାଇଁ ପତ୍ର ପଠାଇବାର ଠିକଣା [1180,1428,1428,1439]
sudoku-cell[interactable] [1310,1799,1336,1825]
archive-item: ▸ ବାଙ୍ଗଲାଦେଶ ପ୍ରବଳ ଘୂର୍ଣ୍ଣିବାତ୍ୟାରେ ୪୦ ହଜାରରୁ ଅଧିକ ଲୋକଙ୍କ ମୃତ୍ୟୁ । [36,725,360,737]
magenta-dot [721,2255,735,2269]
answer-cell [1329,2009,1348,2028]
sudoku-cell[interactable] [1208,1748,1234,1774]
sudoku-cell[interactable] [1182,1697,1208,1723]
answer-cell [1309,2067,1328,2086]
sudoku-cell[interactable] [1335,1646,1361,1672]
answer-cell [1329,1912,1348,1931]
sudoku-cell[interactable] [1259,1850,1285,1876]
author-photo-dhal [622,1960,720,2064]
sudoku-cell[interactable] [1284,1850,1310,1876]
letters-section-title: ପାଠକ ଶ୍ରେଷ୍ଠ ବିଚାରକ [1195,799,1461,831]
contact-email-2[interactable]: E-mail: advt@dharitri.com [1237,1527,1371,1539]
headline1-col2: ସେହିପରି କରଦାତାଙ୍କ ଦେଇଥିବା ଅର୍ଥ ସଠିକ୍ ଭାବେ ଜନକଲ୍ୟାଣ କାର୍ଯ୍ୟରେ ବିନିଯୋଗ ହେବା ଦରକାର । ଆୟକର ବିଭାଗର କାର୍ଯ୍ୟ ପ୍ରଣାଳୀକୁ ସରଳ କରିବା ସହ କରଦାତାଙ୍କ ଅଭିଯୋଗର ତ୍ୱରିତ ସମାଧାନ କରାଯିବା ଉଚିତ । ଅନେକ ଦେଶରେ କରଦାତାଙ୍କୁ ବିଶେଷ ପରିଚୟପତ୍ର ଓ ସୁବିଧା ଦିଆଯାଏ । ଭାରତରେ ମଧ୍ୟ ଏଭଳି ବ୍ୟବସ୍ଥା କରାଗଲେ ଲୋକେ ସ୍ୱତଃପ୍ରବୃତ୍ତ ଭାବେ କର ଦେବାକୁ ଆଗ୍ରହୀ ହେବେ । କଳାଧନ ଓ କର ଫାଙ୍କି ରୋକିବା ପାଇଁ କଠୋର ପଦକ୍ଷେପ ନେବା ସହ ସଚ୍ଚୋଟ କରଦାତାଙ୍କୁ ପ୍ରୋତ୍ସାହିତ କରିବା ଜରୁରୀ । ଏହା ଦେଶର ଅର୍ଥନୈତିକ ବିକାଶ ପାଇଁ ଅତ୍ୟନ୍ତ ଗୁରୁତ୍ୱପୂର୍ଣ୍ଣ । [627,211,871,373]
answer-cell [1290,2009,1309,2028]
